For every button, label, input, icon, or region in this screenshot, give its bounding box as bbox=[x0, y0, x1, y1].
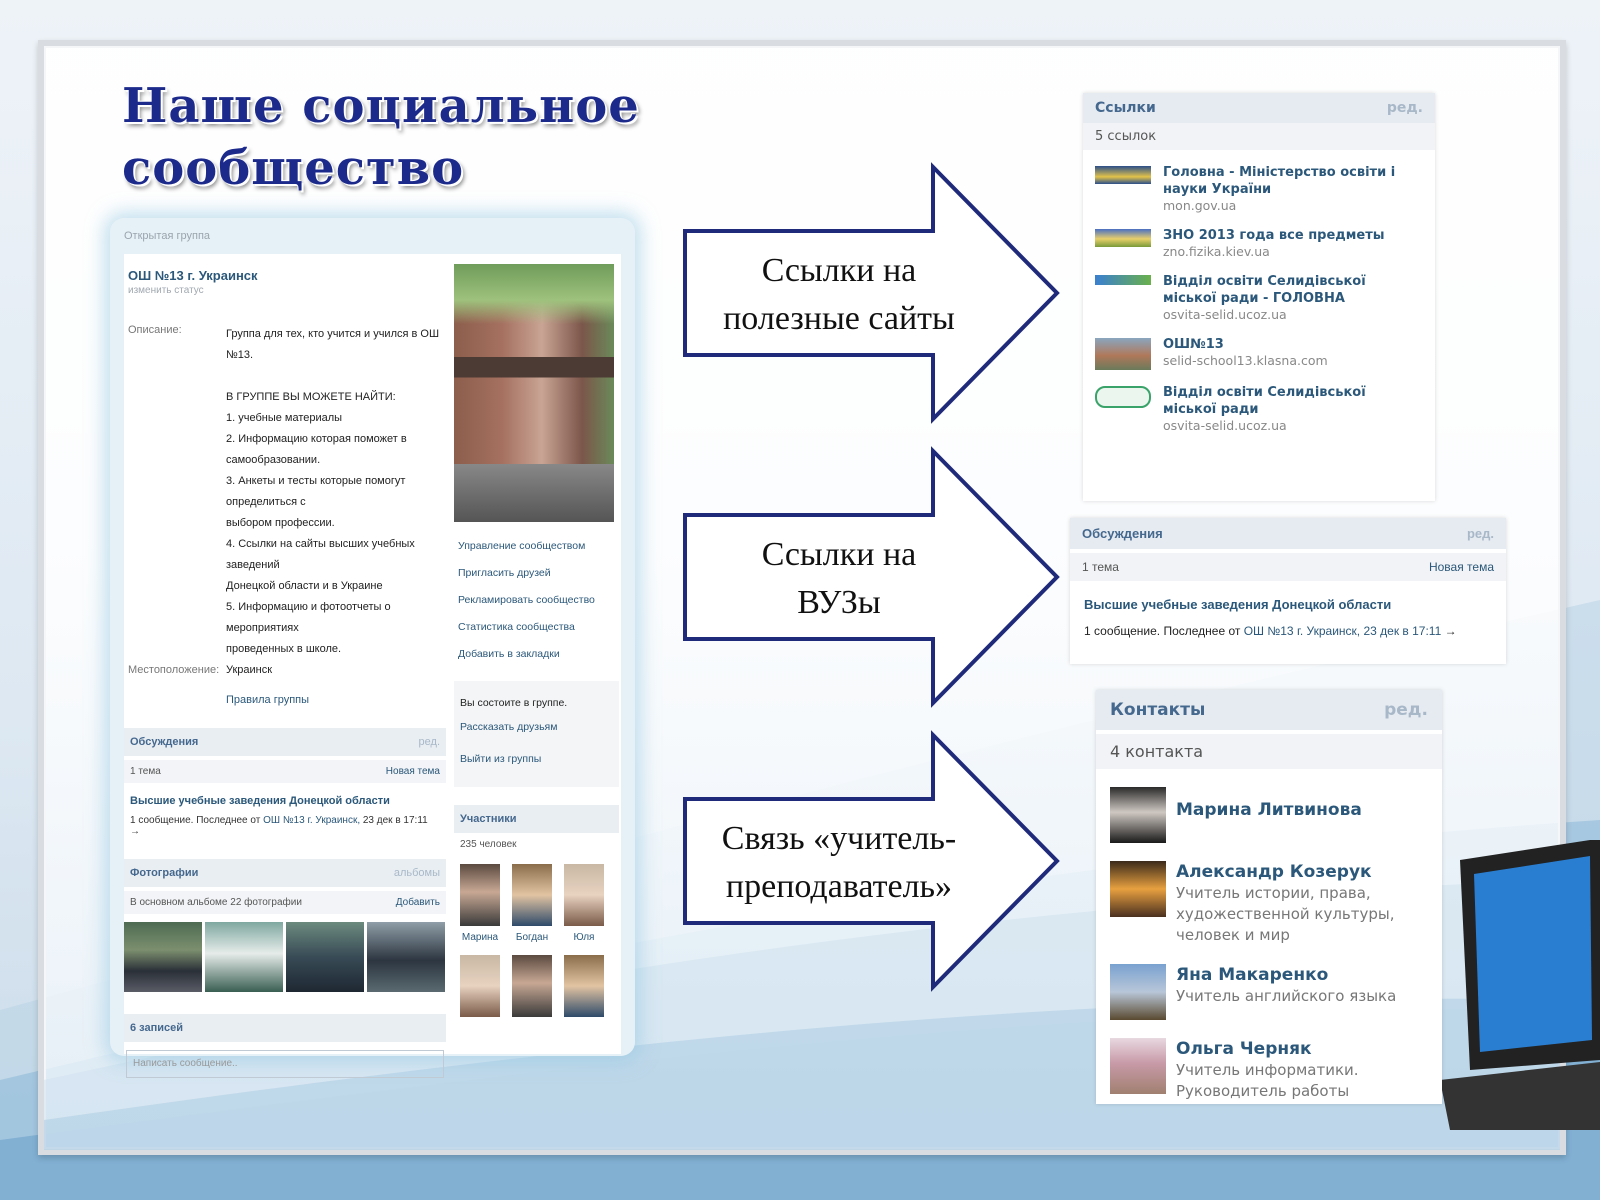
member-avatar[interactable] bbox=[460, 864, 500, 943]
contact-name[interactable]: Яна Макаренко bbox=[1176, 965, 1329, 985]
discussions-subheader bbox=[124, 760, 446, 783]
arrow-teacher-connection bbox=[683, 733, 1063, 993]
description-line: 2. Информацию которая поможет в bbox=[226, 433, 407, 445]
menu-item-bookmark[interactable]: Добавить в закладки bbox=[458, 648, 560, 660]
description-line: Донецкой области и в Украине bbox=[226, 580, 383, 592]
group-menu bbox=[454, 522, 619, 675]
slide-title-line2: сообщество bbox=[122, 140, 465, 196]
avatar bbox=[564, 864, 604, 926]
discussions-count: 1 тема bbox=[130, 766, 161, 777]
avatar[interactable] bbox=[1110, 861, 1166, 917]
menu-item-manage[interactable]: Управление сообществом bbox=[458, 540, 586, 552]
arrow-text-line: Ссылки на bbox=[761, 252, 917, 289]
location-label: Местоположение: bbox=[128, 664, 220, 676]
description-text bbox=[226, 324, 442, 660]
arrow-useful-sites-text bbox=[697, 247, 981, 343]
slide-title bbox=[122, 75, 642, 199]
menu-item-stats[interactable]: Статистика сообщества bbox=[458, 621, 575, 633]
disc-meta-author-link[interactable]: ОШ №13 г. Украинск, bbox=[1243, 624, 1361, 638]
link-title[interactable]: ОШ№13 bbox=[1163, 337, 1224, 352]
membership-box bbox=[454, 681, 619, 787]
link-item[interactable] bbox=[1083, 213, 1435, 259]
description-line: 1. учебные материалы bbox=[226, 412, 343, 424]
link-url: osvita-selid.ucoz.ua bbox=[1163, 418, 1287, 433]
arrow-right-icon[interactable]: → bbox=[1444, 624, 1457, 638]
disc-edit-link[interactable]: ред. bbox=[1466, 526, 1494, 541]
link-item[interactable] bbox=[1083, 370, 1435, 433]
arrow-universities-text bbox=[697, 531, 981, 627]
arrow-universities bbox=[683, 449, 1063, 709]
avatar bbox=[512, 864, 552, 926]
arrow-text-line: Связь «учитель- bbox=[721, 820, 957, 857]
link-thumbnail bbox=[1095, 166, 1151, 184]
link-title[interactable]: Відділ освіти Селидівської міської ради - ГОЛОВНА bbox=[1163, 274, 1366, 306]
disc-new-topic-link[interactable]: Новая тема bbox=[1428, 560, 1494, 574]
members-header: Участники bbox=[454, 805, 619, 833]
contacts-panel bbox=[1096, 690, 1442, 1104]
change-status-link[interactable]: изменить статус bbox=[128, 285, 204, 296]
school-photo bbox=[454, 264, 614, 522]
contact-name[interactable]: Александр Козерук bbox=[1176, 862, 1372, 882]
link-title[interactable]: Головна - Міністерство освіти і науки України bbox=[1163, 165, 1396, 197]
description-line: В ГРУППЕ ВЫ МОЖЕТЕ НАЙТИ: bbox=[226, 391, 396, 403]
member-name: Марина bbox=[461, 932, 499, 943]
disc-header bbox=[1070, 518, 1506, 549]
description-line: 5. Информацию и фотоотчеты о мероприятиях bbox=[226, 601, 391, 634]
menu-item-invite[interactable]: Пригласить друзей bbox=[458, 567, 551, 579]
new-topic-link[interactable]: Новая тема bbox=[385, 766, 440, 777]
group-rules-link[interactable]: Правила группы bbox=[226, 694, 310, 706]
description-line bbox=[226, 366, 442, 387]
disc-meta-date[interactable]: 23 дек в 17:11 bbox=[1363, 624, 1442, 638]
description-line: 4. Ссылки на сайты высших учебных заведений bbox=[226, 538, 415, 571]
member-avatar[interactable] bbox=[512, 955, 552, 1023]
location-row bbox=[124, 664, 446, 676]
link-url: selid-school13.klasna.com bbox=[1163, 353, 1328, 368]
description-line: Группа для тех, кто учится и учился в ОШ №13. bbox=[226, 328, 440, 361]
link-title[interactable]: Відділ освіти Селидівської міської ради bbox=[1163, 385, 1366, 417]
description-line: самообразовании. bbox=[226, 454, 321, 466]
topic-meta-date: 23 дек в 17:11 → bbox=[130, 815, 428, 837]
member-name: Богдан bbox=[515, 932, 549, 943]
member-avatar[interactable] bbox=[564, 955, 604, 1023]
avatar[interactable] bbox=[1110, 964, 1166, 1020]
tell-friends-link[interactable]: Рассказать друзьям bbox=[460, 721, 558, 733]
member-avatar[interactable] bbox=[512, 864, 552, 943]
discussions-panel bbox=[1070, 518, 1506, 664]
vk-group-page bbox=[124, 254, 621, 1069]
contact-item[interactable] bbox=[1096, 1020, 1442, 1102]
arrow-text-line: полезные сайты bbox=[723, 300, 955, 337]
disc-title: Обсуждения bbox=[1082, 526, 1163, 541]
link-url: zno.fizika.kiev.ua bbox=[1163, 244, 1270, 259]
topic-meta-prefix: 1 сообщение. Последнее от bbox=[130, 815, 261, 826]
link-item[interactable] bbox=[1083, 150, 1435, 213]
arrow-text-line: преподаватель» bbox=[725, 868, 953, 905]
link-url: osvita-selid.ucoz.ua bbox=[1163, 307, 1287, 322]
open-group-label: Открытая группа bbox=[124, 230, 211, 242]
contact-role: Учитель английского языка bbox=[1176, 987, 1397, 1005]
arrow-useful-sites bbox=[683, 165, 1063, 425]
discussion-topic-link[interactable]: Высшие учебные заведения Донецкой области bbox=[130, 795, 390, 807]
photos-count: В основном альбоме 22 фотографии bbox=[130, 897, 302, 908]
vk-group-screenshot bbox=[110, 218, 635, 1069]
arrow-text-line: ВУЗы bbox=[797, 584, 881, 621]
link-title[interactable]: ЗНО 2013 года все предметы bbox=[1163, 228, 1385, 243]
description-line: выбором профессии. bbox=[226, 517, 335, 529]
leave-group-link[interactable]: Выйти из группы bbox=[460, 753, 542, 765]
contact-item[interactable] bbox=[1096, 946, 1442, 1020]
description-label: Описание: bbox=[128, 324, 182, 336]
links-count bbox=[1083, 123, 1435, 150]
links-header bbox=[1083, 93, 1435, 123]
avatar bbox=[512, 955, 552, 1017]
disc-meta-prefix: 1 сообщение. Последнее от bbox=[1084, 624, 1241, 638]
member-avatar[interactable] bbox=[460, 955, 500, 1023]
contact-name[interactable]: Марина Литвинова bbox=[1176, 800, 1362, 820]
avatar bbox=[564, 955, 604, 1017]
photo-thumbnail[interactable] bbox=[124, 922, 202, 992]
discussion-topic-meta bbox=[124, 811, 446, 837]
add-photo-link[interactable]: Добавить bbox=[395, 897, 440, 908]
link-thumbnail bbox=[1095, 338, 1151, 370]
avatar[interactable] bbox=[1110, 1038, 1166, 1094]
contact-name[interactable]: Ольга Черняк bbox=[1176, 1039, 1312, 1059]
link-url: mon.gov.ua bbox=[1163, 198, 1237, 213]
vk-left-column bbox=[124, 254, 446, 1086]
disc-topic-meta bbox=[1070, 618, 1506, 644]
contacts-count bbox=[1096, 734, 1442, 769]
write-message-input[interactable]: Написать сообщение.. bbox=[126, 1050, 444, 1078]
link-thumbnail bbox=[1095, 229, 1151, 247]
contact-item[interactable] bbox=[1096, 769, 1442, 843]
photos-subheader bbox=[124, 891, 446, 914]
slide-title-line1: Наше социальное bbox=[122, 78, 640, 134]
laptop-icon bbox=[1440, 830, 1600, 1130]
contact-role: Учитель истории, права, художественной культуры, человек и мир bbox=[1176, 884, 1395, 944]
disc-subheader bbox=[1070, 553, 1506, 581]
discussions-header bbox=[124, 728, 446, 756]
description-row bbox=[124, 324, 446, 660]
members-avatars bbox=[454, 856, 619, 1023]
membership-status: Вы состоите в группе. bbox=[460, 697, 568, 709]
photo-thumbnail[interactable] bbox=[367, 922, 445, 992]
link-thumbnail bbox=[1095, 275, 1151, 285]
location-value: Украинск bbox=[226, 664, 273, 676]
photo-strip bbox=[124, 914, 446, 992]
links-edit-link[interactable]: ред. bbox=[1386, 100, 1423, 116]
member-avatar[interactable] bbox=[564, 864, 604, 943]
description-line: 3. Анкеты и тесты которые помогут определиться с bbox=[226, 475, 406, 508]
photo-thumbnail[interactable] bbox=[286, 922, 364, 992]
posts-header: 6 записей bbox=[124, 1014, 446, 1042]
contacts-header bbox=[1096, 690, 1442, 730]
avatar bbox=[460, 864, 500, 926]
members-count: 235 человек bbox=[460, 839, 517, 850]
contact-item[interactable] bbox=[1096, 843, 1442, 946]
group-name: ОШ №13 г. Украинск bbox=[128, 268, 258, 283]
arrow-text-line: Ссылки на bbox=[761, 536, 917, 573]
links-count-text: 5 ссылок bbox=[1095, 129, 1157, 144]
albums-link[interactable]: альбомы bbox=[393, 867, 440, 879]
contacts-edit-link[interactable]: ред. bbox=[1384, 700, 1428, 720]
topic-meta-author-link[interactable]: ОШ №13 г. Украинск, bbox=[263, 815, 361, 826]
contacts-title: Контакты bbox=[1110, 700, 1206, 720]
link-thumbnail bbox=[1095, 386, 1151, 408]
link-item[interactable] bbox=[1083, 259, 1435, 322]
photos-title: Фотографии bbox=[130, 867, 199, 879]
arrow-teacher-connection-text bbox=[697, 815, 981, 911]
avatar bbox=[460, 955, 500, 1017]
discussions-edit-link[interactable]: ред. bbox=[418, 736, 440, 748]
links-title: Ссылки bbox=[1095, 100, 1156, 116]
vk-right-column bbox=[454, 254, 619, 1023]
disc-topic-link[interactable]: Высшие учебные заведения Донецкой области bbox=[1084, 597, 1392, 612]
avatar[interactable] bbox=[1110, 787, 1166, 843]
photo-thumbnail[interactable] bbox=[205, 922, 283, 992]
links-panel bbox=[1083, 93, 1435, 501]
photos-header bbox=[124, 859, 446, 887]
menu-item-advertise[interactable]: Рекламировать сообщество bbox=[458, 594, 595, 606]
discussions-title: Обсуждения bbox=[130, 736, 199, 748]
description-line: проведенных в школе. bbox=[226, 643, 342, 655]
disc-count: 1 тема bbox=[1082, 560, 1119, 574]
contacts-count-text: 4 контакта bbox=[1110, 742, 1204, 761]
member-name: Юля bbox=[573, 932, 595, 943]
contact-role: Учитель информатики. Руководитель работы bbox=[1176, 1061, 1359, 1100]
link-item[interactable] bbox=[1083, 322, 1435, 370]
